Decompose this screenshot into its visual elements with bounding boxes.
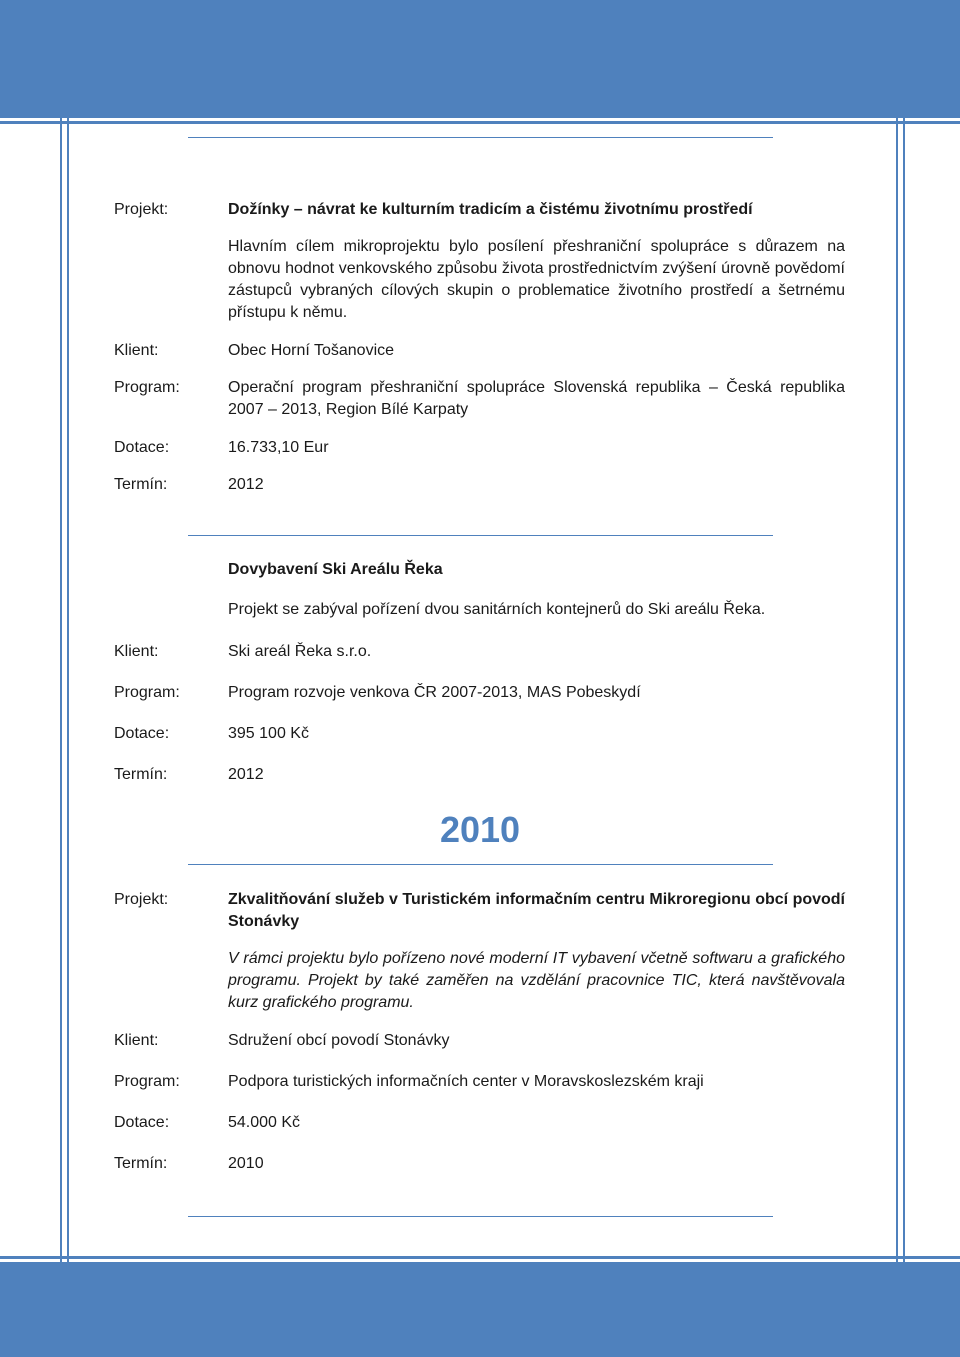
- dotace-label: Dotace:: [114, 725, 170, 742]
- termin-label: Termín:: [114, 476, 168, 493]
- dotace-label: Dotace:: [114, 1114, 170, 1131]
- program-label: Program:: [114, 379, 180, 396]
- header-rule: [0, 121, 960, 124]
- project1-title: Dožínky – návrat ke kulturním tradicím a čistému životnímu prostředí: [228, 201, 753, 218]
- header-band: [0, 0, 960, 118]
- project3-description: V rámci projektu bylo pořízeno nové moderní IT vybavení včetně softwaru a grafického programu. Projekt by také zaměřen na vzdělání pracovnice TIC, která navštěvovala kurz grafického programu.: [228, 950, 845, 1011]
- year-heading: 2010: [439, 809, 521, 850]
- frame-line-right-outer: [903, 0, 905, 1357]
- project3-klient: Sdružení obcí povodí Stonávky: [228, 1032, 450, 1049]
- footer-band: [0, 1262, 960, 1357]
- projekt-label: Projekt:: [114, 891, 169, 908]
- project3-title: Zkvalitňování služeb v Turistickém informačním centru Mikroregionu obcí povodí Stonávky: [228, 891, 845, 930]
- project1-program: Operační program přeshraniční spolupráce Slovenská republika – Česká republika 2007 – 2013, Region Bílé Karpaty: [228, 379, 845, 418]
- project3-program: Podpora turistických informačních center v Moravskoslezském kraji: [228, 1073, 704, 1090]
- klient-label: Klient:: [114, 342, 159, 359]
- project1-dotace: 16.733,10 Eur: [228, 439, 329, 456]
- project3-dotace: 54.000 Kč: [228, 1114, 301, 1131]
- frame-line-left-inner: [67, 0, 69, 1357]
- termin-label: Termín:: [114, 1155, 168, 1172]
- footer-rule: [0, 1256, 960, 1259]
- project3-termin: 2010: [228, 1155, 264, 1172]
- program-label: Program:: [114, 684, 180, 701]
- project2-klient: Ski areál Řeka s.r.o.: [228, 643, 372, 660]
- project2-title: Dovybavení Ski Areálu Řeka: [228, 561, 443, 578]
- separator-2: [188, 864, 773, 865]
- project2-program: Program rozvoje venkova ČR 2007-2013, MAS Pobeskydí: [228, 684, 641, 701]
- separator-top: [188, 137, 773, 138]
- project1-klient: Obec Horní Tošanovice: [228, 342, 395, 359]
- project1-termin: 2012: [228, 476, 264, 493]
- frame-line-right-inner: [896, 0, 898, 1357]
- klient-label: Klient:: [114, 1032, 159, 1049]
- project1-description: Hlavním cílem mikroprojektu bylo posílení přeshraniční spolupráce s důrazem na obnovu hodnot venkovského způsobu života prostřednictvím zvýšení úrovně povědomí zástupců vybraných cílových skupin o problematice životního prostředí a šetrnému přístupu k němu.: [228, 238, 845, 321]
- dotace-label: Dotace:: [114, 439, 170, 456]
- termin-label: Termín:: [114, 766, 168, 783]
- separator-1: [188, 535, 773, 536]
- separator-bottom: [188, 1216, 773, 1217]
- frame-line-left-outer: [60, 0, 62, 1357]
- projekt-label: Projekt:: [114, 201, 169, 218]
- project2-termin: 2012: [228, 766, 264, 783]
- project2-dotace: 395 100 Kč: [228, 725, 309, 742]
- program-label: Program:: [114, 1073, 180, 1090]
- klient-label: Klient:: [114, 643, 159, 660]
- project2-description: Projekt se zabýval pořízení dvou sanitárních kontejnerů do Ski areálu Řeka.: [228, 601, 766, 618]
